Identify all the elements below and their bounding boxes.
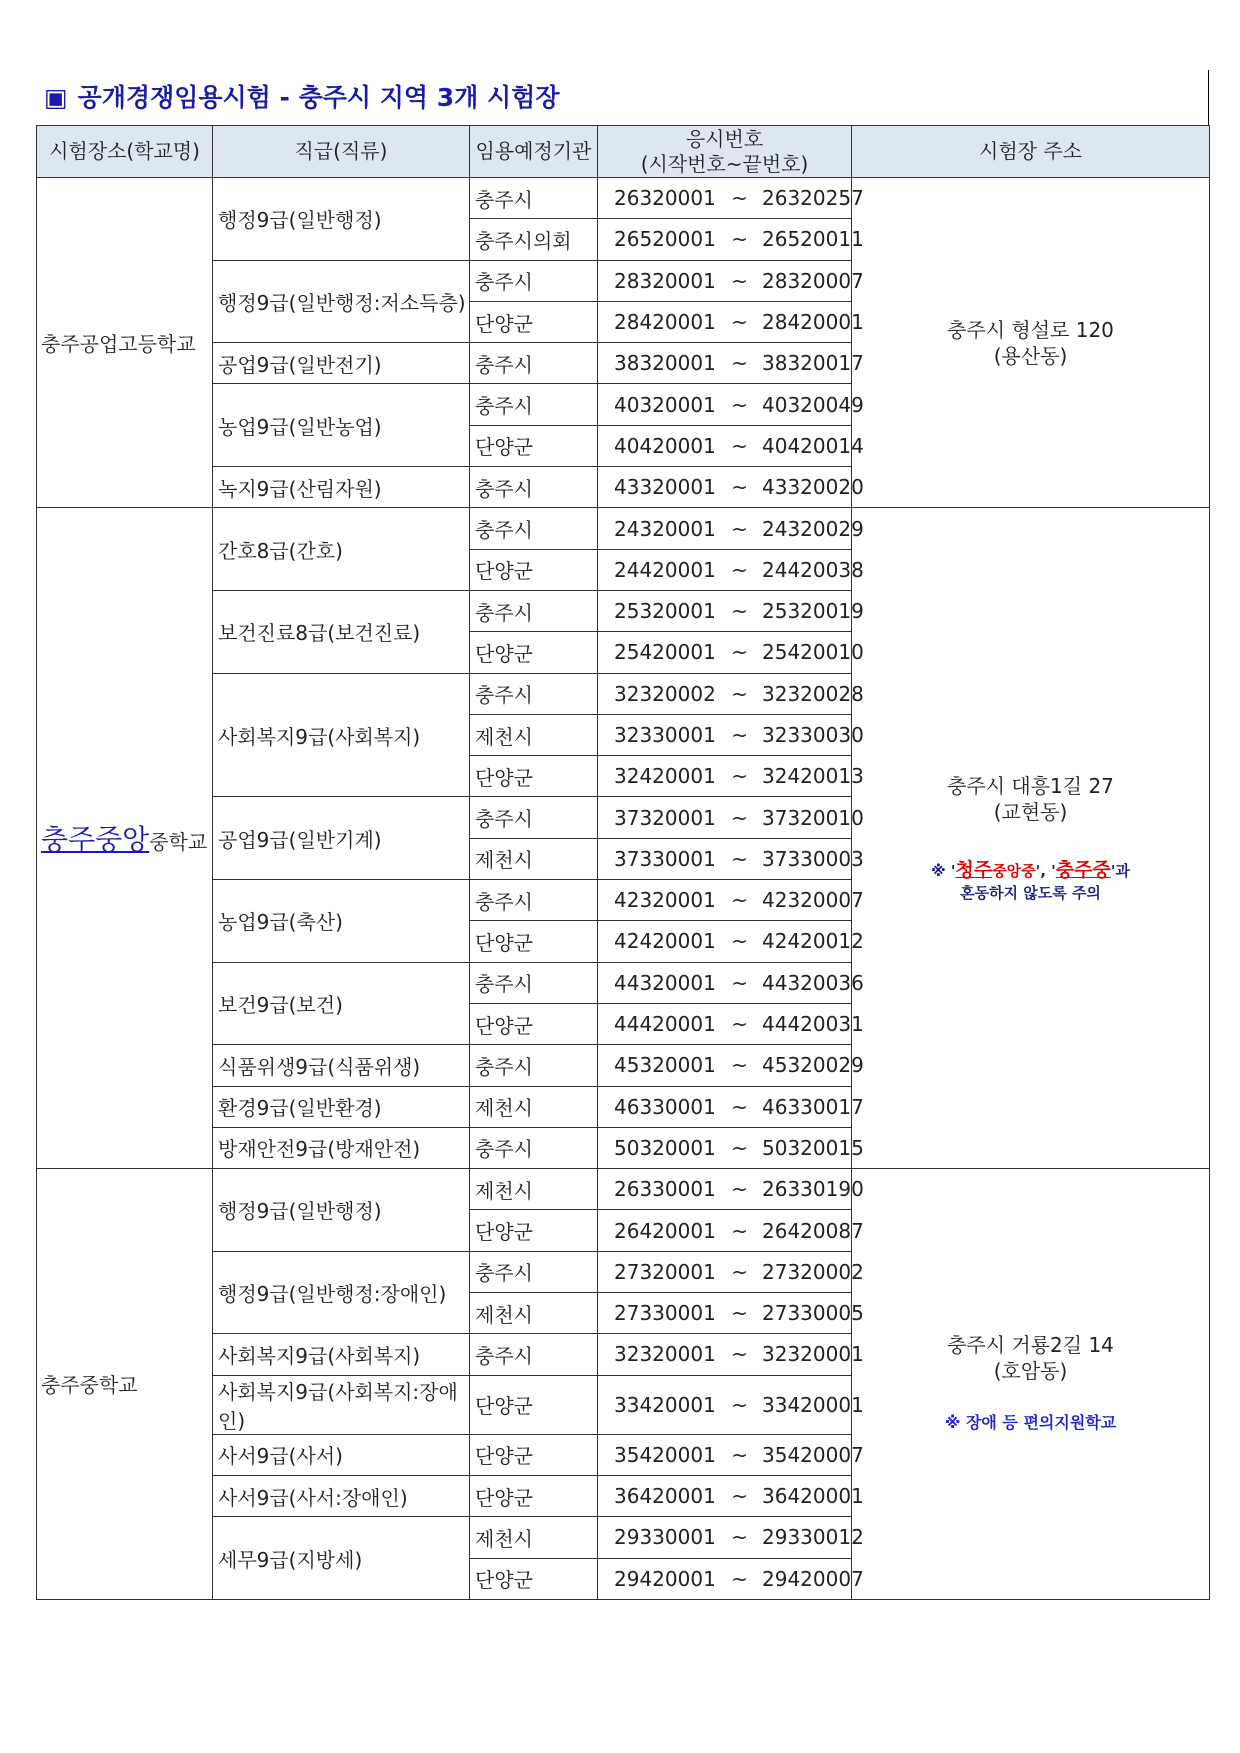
agency-cell: 충주시 xyxy=(470,1251,598,1292)
header-address: 시험장 주소 xyxy=(852,126,1210,178)
agency-cell: 단양군 xyxy=(470,1434,598,1475)
grade-cell: 간호8급(간호) xyxy=(213,508,470,591)
number-range-cell: 37320001 ~ 37320010 xyxy=(598,797,852,838)
agency-cell: 단양군 xyxy=(470,632,598,673)
grade-cell: 공업9급(일반기계) xyxy=(213,797,470,880)
grade-cell: 보건9급(보건) xyxy=(213,962,470,1045)
grade-cell: 녹지9급(산림자원) xyxy=(213,467,470,508)
page-edge-line xyxy=(1208,70,1209,125)
number-range-cell: 40320001 ~ 40320049 xyxy=(598,384,852,425)
number-range-cell: 42420001 ~ 42420012 xyxy=(598,921,852,962)
number-range-cell: 32320002 ~ 32320028 xyxy=(598,673,852,714)
number-range-cell: 35420001 ~ 35420007 xyxy=(598,1434,852,1475)
number-range-cell: 24420001 ~ 24420038 xyxy=(598,549,852,590)
number-range-cell: 26330001 ~ 26330190 xyxy=(598,1169,852,1210)
agency-cell: 충주시 xyxy=(470,1045,598,1086)
agency-cell: 단양군 xyxy=(470,1475,598,1516)
agency-cell: 충주시 xyxy=(470,384,598,425)
header-location: 시험장소(학교명) xyxy=(37,126,213,178)
agency-cell: 충주시 xyxy=(470,797,598,838)
grade-cell: 행정9급(일반행정) xyxy=(213,1169,470,1252)
location-name: 충주중앙중학교 xyxy=(37,508,213,1169)
number-range-cell: 32330001 ~ 32330030 xyxy=(598,714,852,755)
number-range-cell: 42320001 ~ 42320007 xyxy=(598,880,852,921)
agency-cell: 충주시 xyxy=(470,467,598,508)
number-range-cell: 43320001 ~ 43320020 xyxy=(598,467,852,508)
agency-cell: 제천시 xyxy=(470,838,598,879)
grade-cell: 공업9급(일반전기) xyxy=(213,343,470,384)
number-range-cell: 25320001 ~ 25320019 xyxy=(598,590,852,631)
agency-cell: 충주시 xyxy=(470,1334,598,1375)
header-number-line1: 응시번호 xyxy=(685,126,764,151)
number-range-cell: 25420001 ~ 25420010 xyxy=(598,632,852,673)
square-bullet-icon: ▣ xyxy=(44,83,68,112)
number-range-cell: 29330001 ~ 29330012 xyxy=(598,1517,852,1558)
location-name: 충주공업고등학교 xyxy=(37,178,213,508)
number-range-cell: 37330001 ~ 37330003 xyxy=(598,838,852,879)
header-number xyxy=(598,126,852,178)
number-range-cell: 26520001 ~ 26520011 xyxy=(598,219,852,260)
agency-cell: 충주시 xyxy=(470,673,598,714)
address-cell: 충주시 형설로 120 (용산동) xyxy=(852,178,1210,508)
agency-cell: 단양군 xyxy=(470,1210,598,1251)
agency-cell: 단양군 xyxy=(470,921,598,962)
number-range-cell: 26420001 ~ 26420087 xyxy=(598,1210,852,1251)
agency-cell: 제천시 xyxy=(470,714,598,755)
agency-cell: 충주시 xyxy=(470,962,598,1003)
agency-cell: 충주시 xyxy=(470,590,598,631)
table-header-row xyxy=(37,126,1210,178)
agency-cell: 단양군 xyxy=(470,1003,598,1044)
agency-cell: 단양군 xyxy=(470,425,598,466)
grade-cell: 사회복지9급(사회복지) xyxy=(213,1334,470,1375)
agency-cell: 제천시 xyxy=(470,1517,598,1558)
page-title xyxy=(44,78,559,114)
grade-cell: 농업9급(축산) xyxy=(213,880,470,963)
agency-cell: 제천시 xyxy=(470,1086,598,1127)
grade-cell: 행정9급(일반행정:저소득층) xyxy=(213,260,470,343)
grade-cell: 환경9급(일반환경) xyxy=(213,1086,470,1127)
location-name: 충주중학교 xyxy=(37,1169,213,1600)
accessibility-note: ※ 장애 등 편의지원학교 xyxy=(944,1412,1117,1432)
number-range-cell: 29420001 ~ 29420007 xyxy=(598,1558,852,1599)
agency-cell: 충주시의회 xyxy=(470,219,598,260)
agency-cell: 단양군 xyxy=(470,301,598,342)
grade-cell: 행정9급(일반행정) xyxy=(213,178,470,261)
grade-cell: 식품위생9급(식품위생) xyxy=(213,1045,470,1086)
grade-cell: 행정9급(일반행정:장애인) xyxy=(213,1251,470,1334)
number-range-cell: 44420001 ~ 44420031 xyxy=(598,1003,852,1044)
number-range-cell: 28420001 ~ 28420001 xyxy=(598,301,852,342)
grade-cell: 사회복지9급(사회복지:장애인) xyxy=(213,1375,470,1434)
agency-cell: 단양군 xyxy=(470,549,598,590)
number-range-cell: 27330001 ~ 27330005 xyxy=(598,1293,852,1334)
grade-cell: 방재안전9급(방재안전) xyxy=(213,1127,470,1168)
agency-cell: 충주시 xyxy=(470,508,598,549)
exam-venue-table xyxy=(36,125,1210,1600)
agency-cell: 제천시 xyxy=(470,1293,598,1334)
number-range-cell: 33420001 ~ 33420001 xyxy=(598,1375,852,1434)
agency-cell: 단양군 xyxy=(470,756,598,797)
number-range-cell: 27320001 ~ 27320002 xyxy=(598,1251,852,1292)
location-name-emphasis: 충주중앙 xyxy=(41,823,150,857)
number-range-cell: 24320001 ~ 24320029 xyxy=(598,508,852,549)
number-range-cell: 44320001 ~ 44320036 xyxy=(598,962,852,1003)
number-range-cell: 28320001 ~ 28320007 xyxy=(598,260,852,301)
grade-cell: 사서9급(사서) xyxy=(213,1434,470,1475)
address-cell: 충주시 거룡2길 14 (호암동) ※ 장애 등 편의지원학교 xyxy=(852,1169,1210,1600)
number-range-cell: 36420001 ~ 36420001 xyxy=(598,1475,852,1516)
number-range-cell: 50320001 ~ 50320015 xyxy=(598,1127,852,1168)
grade-cell: 농업9급(일반농업) xyxy=(213,384,470,467)
agency-cell: 제천시 xyxy=(470,1169,598,1210)
grade-cell: 보건진료8급(보건진료) xyxy=(213,590,470,673)
grade-cell: 세무9급(지방세) xyxy=(213,1517,470,1600)
agency-cell: 충주시 xyxy=(470,260,598,301)
table-row xyxy=(37,1169,1210,1210)
number-range-cell: 32320001 ~ 32320001 xyxy=(598,1334,852,1375)
number-range-cell: 40420001 ~ 40420014 xyxy=(598,425,852,466)
number-range-cell: 32420001 ~ 32420013 xyxy=(598,756,852,797)
agency-cell: 충주시 xyxy=(470,880,598,921)
agency-cell: 단양군 xyxy=(470,1558,598,1599)
table-row xyxy=(37,508,1210,549)
agency-cell: 충주시 xyxy=(470,1127,598,1168)
header-number-line2: (시작번호~끝번호) xyxy=(640,151,809,176)
agency-cell: 충주시 xyxy=(470,343,598,384)
title-text: 공개경쟁임용시험 - 충주시 지역 3개 시험장 xyxy=(77,83,560,112)
grade-cell: 사회복지9급(사회복지) xyxy=(213,673,470,797)
table-row xyxy=(37,178,1210,219)
agency-cell: 충주시 xyxy=(470,178,598,219)
number-range-cell: 38320001 ~ 38320017 xyxy=(598,343,852,384)
header-agency: 임용예정기관 xyxy=(470,126,598,178)
agency-cell: 단양군 xyxy=(470,1375,598,1434)
address-cell: 충주시 대흥1길 27 (교현동) ※ '청주중앙중', '충주중'과 혼동하지 않도록 주의 xyxy=(852,508,1210,1169)
number-range-cell: 45320001 ~ 45320029 xyxy=(598,1045,852,1086)
number-range-cell: 26320001 ~ 26320257 xyxy=(598,178,852,219)
number-range-cell: 46330001 ~ 46330017 xyxy=(598,1086,852,1127)
grade-cell: 사서9급(사서:장애인) xyxy=(213,1475,470,1516)
header-grade: 직급(직류) xyxy=(213,126,470,178)
confusion-warning-note: ※ '청주중앙중', '충주중'과 혼동하지 않도록 주의 xyxy=(931,858,1130,902)
